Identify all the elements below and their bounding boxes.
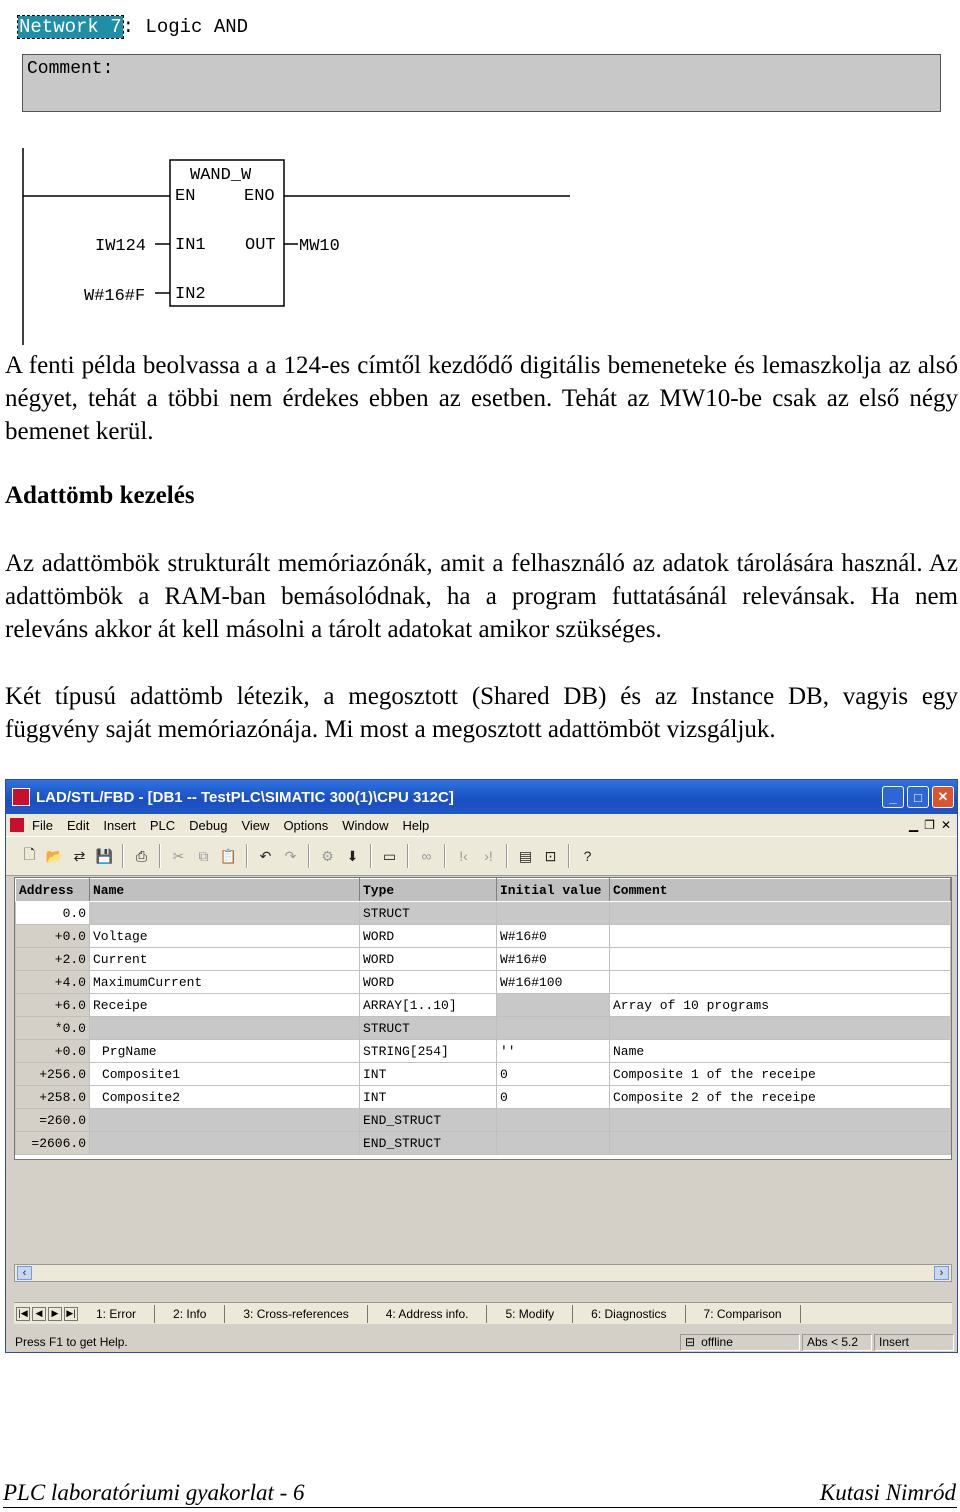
accessible-nodes-icon[interactable]: ⇄ — [73, 847, 86, 864]
footer-course: PLC laboratóriumi gyakorlat - 6 — [3, 1480, 305, 1505]
last-tab-icon[interactable]: ▶| — [64, 1307, 78, 1321]
pin-en: EN — [175, 187, 196, 206]
cell-comment[interactable] — [610, 948, 951, 971]
menu-window[interactable]: Window — [342, 817, 389, 833]
close-button[interactable]: ✕ — [932, 786, 954, 808]
redo-icon[interactable]: ↷ — [284, 847, 297, 864]
cell-type[interactable]: STRING[254] — [360, 1040, 497, 1063]
monitor-icon[interactable]: ▭ — [382, 847, 397, 864]
cell-type[interactable]: ARRAY[1..10] — [360, 994, 497, 1017]
cell-comment[interactable] — [610, 1017, 951, 1040]
glasses-icon[interactable]: ∞ — [421, 848, 432, 864]
col-address[interactable]: Address — [16, 879, 90, 902]
cell-comment[interactable] — [610, 1132, 951, 1155]
cell-address: =2606.0 — [16, 1132, 90, 1155]
cell-comment[interactable]: Composite 2 of the receipe — [610, 1086, 951, 1109]
tab-diagnostics[interactable]: 6: Diagnostics — [573, 1305, 685, 1323]
menubar — [6, 814, 957, 836]
cell-comment[interactable]: Composite 1 of the receipe — [610, 1063, 951, 1086]
status-insert: Insert — [874, 1334, 954, 1351]
cell-name[interactable] — [90, 902, 360, 925]
table-row[interactable] — [16, 1086, 951, 1109]
network-comment-field[interactable] — [22, 54, 941, 112]
first-tab-icon[interactable]: |◀ — [16, 1307, 30, 1321]
cell-type[interactable]: INT — [360, 1086, 497, 1109]
network-title-rest: : Logic AND — [122, 16, 249, 38]
cell-name[interactable]: PrgName — [90, 1040, 360, 1063]
cut-icon[interactable]: ✂ — [172, 847, 185, 864]
cell-comment[interactable] — [610, 925, 951, 948]
cell-initial[interactable] — [497, 1109, 610, 1132]
cell-address: +256.0 — [16, 1063, 90, 1086]
save-icon[interactable]: 💾 — [95, 847, 114, 864]
horizontal-scrollbar[interactable] — [14, 1264, 952, 1282]
cell-initial[interactable] — [497, 994, 610, 1017]
menu-help[interactable]: Help — [402, 817, 430, 833]
table-row[interactable] — [16, 902, 951, 925]
table-row[interactable] — [16, 948, 951, 971]
cell-name[interactable]: MaximumCurrent — [90, 971, 360, 994]
pin-eno: ENO — [244, 187, 275, 206]
compile-icon[interactable]: ⚙ — [321, 847, 334, 864]
table-row[interactable] — [16, 1109, 951, 1132]
status-mode-label: offline — [701, 1335, 733, 1349]
table-row[interactable] — [16, 1017, 951, 1040]
col-initial[interactable]: Initial value — [497, 879, 610, 902]
col-type[interactable]: Type — [360, 879, 497, 902]
tab-error[interactable]: 1: Error — [78, 1305, 155, 1323]
paragraph-1: A fenti példa beolvassa a a 124-es címtől kezdődő digitális bemeneteke és lemaszkolja az alsó négyet, tehát a többi nem érdekes ebben az esetben. Tehát az MW10-be csak az első négy bemenet kerül. — [5, 352, 958, 445]
cell-address: +4.0 — [16, 971, 90, 994]
tab-modify[interactable]: 5: Modify — [487, 1305, 573, 1323]
menu-edit[interactable]: Edit — [66, 817, 90, 833]
cell-type[interactable]: END_STRUCT — [360, 1109, 497, 1132]
cell-comment[interactable]: Name — [610, 1040, 951, 1063]
offline-icon: ⊟ — [685, 1335, 696, 1349]
cell-address: 0.0 — [16, 902, 90, 925]
cell-initial[interactable]: W#16#100 — [497, 971, 610, 994]
cell-comment[interactable] — [610, 1109, 951, 1132]
cell-name[interactable]: Composite1 — [90, 1063, 360, 1086]
cell-initial[interactable] — [497, 902, 610, 925]
document-icon[interactable] — [10, 818, 24, 832]
table-row[interactable] — [16, 925, 951, 948]
table-row[interactable] — [16, 994, 951, 1017]
menu-plc[interactable]: PLC — [149, 817, 176, 833]
table-row[interactable] — [16, 1040, 951, 1063]
paragraph-2: Az adattömbök strukturált memóriazónák, amit a felhasználó az adatok tárolására használ. Az adattömbök a RAM-ban bemásolódnak, ha a program futtatásánál relevánsak. Ha nem releváns akkor át kell másolni a tárolt adatokat amikor szükséges. — [5, 550, 958, 643]
menu-debug[interactable]: Debug — [189, 817, 228, 833]
scroll-right-icon[interactable]: › — [934, 1266, 949, 1280]
cell-type[interactable]: STRUCT — [360, 902, 497, 925]
cell-initial[interactable] — [497, 1132, 610, 1155]
next-tab-icon[interactable]: ▶ — [48, 1307, 62, 1321]
block-name: WAND_W — [190, 166, 252, 185]
cell-address: +2.0 — [16, 948, 90, 971]
cell-name[interactable]: Voltage — [90, 925, 360, 948]
tab-cross-references[interactable]: 3: Cross-references — [225, 1305, 367, 1323]
prev-error-icon[interactable]: !‹ — [459, 848, 468, 864]
cell-name[interactable]: Composite2 — [90, 1086, 360, 1109]
details-icon[interactable]: ⊡ — [544, 847, 557, 864]
open-icon[interactable]: 📂 — [45, 847, 64, 864]
menu-options[interactable]: Options — [283, 817, 329, 833]
new-icon[interactable]: 🗋 — [23, 846, 36, 862]
network-title — [18, 16, 248, 38]
doc-restore-icon[interactable]: ❐ — [924, 818, 935, 832]
prev-tab-icon[interactable]: ◀ — [32, 1307, 46, 1321]
tab-comparison[interactable]: 7: Comparison — [686, 1305, 801, 1323]
footer-rule — [3, 1507, 957, 1508]
next-error-icon[interactable]: ›! — [484, 848, 493, 864]
operand-out[interactable]: MW10 — [299, 237, 340, 256]
menu-file[interactable]: File — [32, 817, 53, 833]
cell-address: *0.0 — [16, 1017, 90, 1040]
pin-out: OUT — [245, 236, 276, 255]
cell-initial[interactable]: W#16#0 — [497, 948, 610, 971]
copy-icon[interactable]: ⧉ — [198, 847, 209, 864]
cell-type[interactable]: WORD — [360, 948, 497, 971]
doc-minimize-icon[interactable]: ▁ — [908, 818, 919, 832]
toolbar — [6, 836, 957, 876]
cell-name[interactable]: Current — [90, 948, 360, 971]
table-row[interactable] — [16, 1132, 951, 1155]
paste-icon[interactable]: 📋 — [219, 847, 238, 864]
status-bar — [9, 1332, 954, 1352]
maximize-button[interactable]: □ — [907, 786, 929, 808]
tab-address-info[interactable]: 4: Address info. — [368, 1305, 488, 1323]
menu-view[interactable]: View — [241, 817, 270, 833]
cell-address: =260.0 — [16, 1109, 90, 1132]
status-help: Press F1 to get Help. — [15, 1335, 128, 1349]
details-tabs — [14, 1302, 952, 1324]
cell-name[interactable] — [90, 1017, 360, 1040]
context-help-icon[interactable]: ? — [583, 848, 592, 864]
col-comment[interactable]: Comment — [610, 879, 951, 902]
db-table — [14, 877, 952, 1160]
cell-address: +258.0 — [16, 1086, 90, 1109]
overview-icon[interactable]: ▤ — [518, 847, 533, 864]
network-label: Network 7 — [19, 16, 122, 38]
cell-address: +0.0 — [16, 925, 90, 948]
window-title: LAD/STL/FBD - [DB1 -- TestPLC\SIMATIC 300(1)\CPU 312C] — [36, 788, 454, 806]
cell-type[interactable]: END_STRUCT — [360, 1132, 497, 1155]
cell-comment[interactable] — [610, 902, 951, 925]
cell-comment[interactable] — [610, 971, 951, 994]
minimize-button[interactable]: _ — [882, 786, 904, 808]
tab-info[interactable]: 2: Info — [155, 1305, 225, 1323]
menu-insert[interactable]: Insert — [103, 817, 136, 833]
app-window — [5, 779, 958, 1353]
app-icon — [12, 788, 30, 806]
cell-comment[interactable]: Array of 10 programs — [610, 994, 951, 1017]
table-row[interactable] — [16, 971, 951, 994]
section-heading: Adattömb kezelés — [5, 482, 195, 509]
cell-initial[interactable]: 0 — [497, 1086, 610, 1109]
cell-type[interactable]: INT — [360, 1063, 497, 1086]
cell-type[interactable]: WORD — [360, 925, 497, 948]
doc-close-icon[interactable]: ✕ — [940, 818, 951, 832]
scroll-left-icon[interactable]: ‹ — [17, 1266, 32, 1280]
col-name[interactable]: Name — [90, 879, 360, 902]
operand-in2[interactable]: W#16#F — [84, 287, 146, 306]
cell-address: +0.0 — [16, 1040, 90, 1063]
cell-initial[interactable]: W#16#0 — [497, 925, 610, 948]
cell-initial[interactable]: '' — [497, 1040, 610, 1063]
operand-in1[interactable]: IW124 — [95, 237, 147, 256]
paragraph-3: Két típusú adattömb létezik, a megosztott (Shared DB) és az Instance DB, vagyis egy függvény saját memóriazónája. Mi most a megosztott adattömböt vizsgáljuk. — [5, 683, 958, 743]
pin-in2: IN2 — [175, 285, 206, 304]
pin-in1: IN1 — [175, 236, 206, 255]
window-titlebar[interactable] — [6, 780, 957, 814]
cell-name[interactable] — [90, 1132, 360, 1155]
status-mode — [680, 1334, 800, 1351]
footer-author: Kutasi Nimród — [819, 1480, 956, 1505]
cell-type[interactable]: WORD — [360, 971, 497, 994]
comment-label: Comment: — [27, 59, 114, 79]
cell-name[interactable] — [90, 1109, 360, 1132]
cell-name[interactable]: Receipe — [90, 994, 360, 1017]
ladder-diagram — [0, 140, 600, 350]
cell-type[interactable]: STRUCT — [360, 1017, 497, 1040]
cell-address: +6.0 — [16, 994, 90, 1017]
table-row[interactable] — [16, 1063, 951, 1086]
status-abs: Abs < 5.2 — [802, 1334, 872, 1351]
download-icon[interactable]: ⬇ — [346, 847, 359, 864]
undo-icon[interactable]: ↶ — [259, 847, 272, 864]
cell-initial[interactable] — [497, 1017, 610, 1040]
cell-initial[interactable]: 0 — [497, 1063, 610, 1086]
print-icon[interactable]: ⎙ — [135, 847, 148, 864]
